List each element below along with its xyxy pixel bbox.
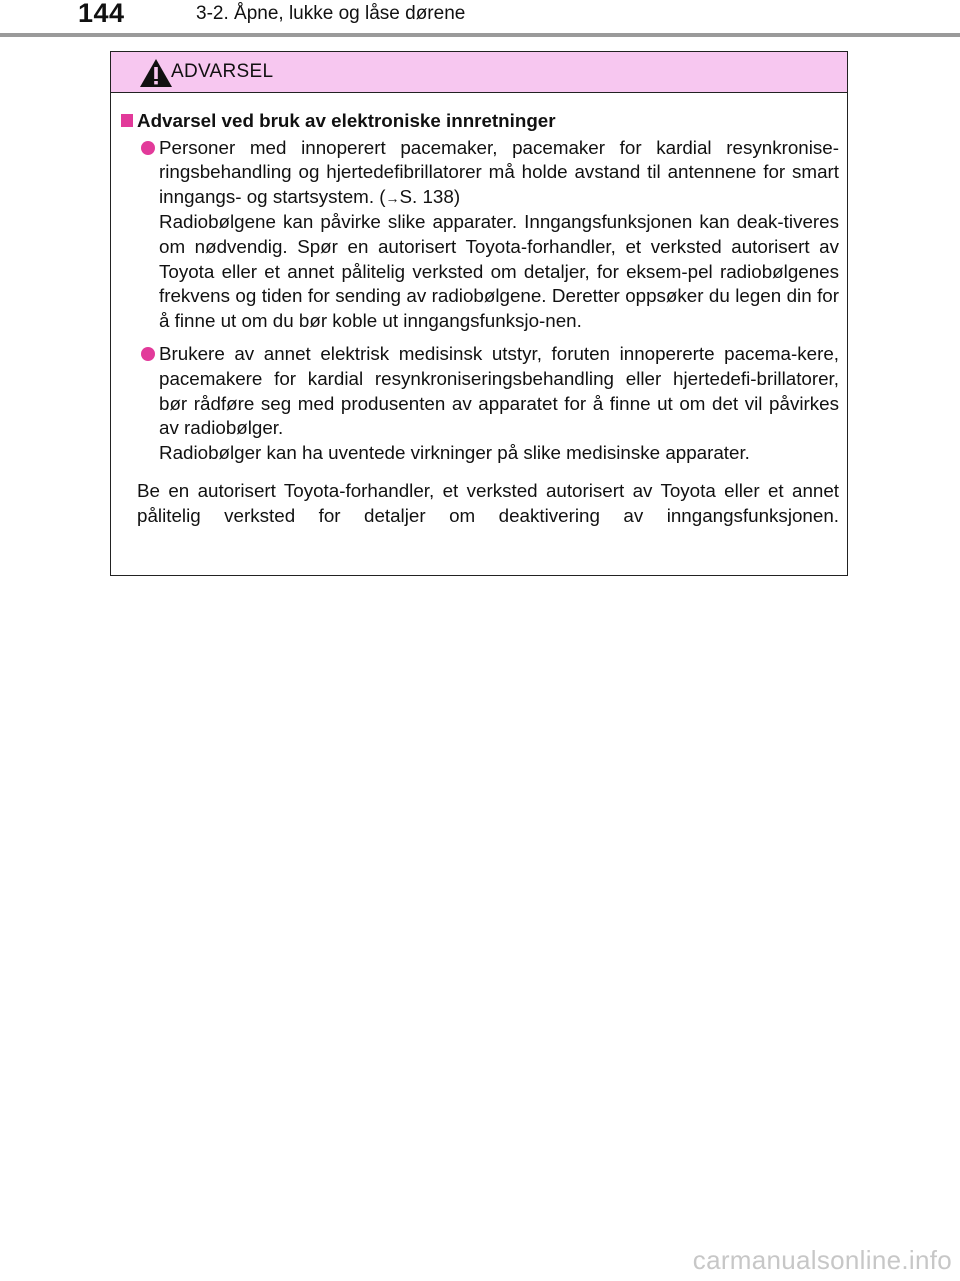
warning-heading-text: Advarsel ved bruk av elektroniske innretninger bbox=[137, 110, 556, 131]
header-divider bbox=[0, 33, 960, 37]
item1-text-before-arrow: Personer med innoperert pacemaker, pacemaker for kardial resynkronise-ringsbehandling og hjertedefibrillatorer må holde avstand til antennene for smart inngangs- og startsystem. ( bbox=[159, 136, 839, 207]
item2-paragraph2: Radiobølger kan ha uventede virkninger på slike medisinske apparater. bbox=[159, 441, 750, 463]
watermark: carmanualsonline.info bbox=[692, 1245, 952, 1275]
square-bullet-icon bbox=[121, 114, 133, 127]
warning-header bbox=[111, 52, 847, 93]
item2-paragraph1: Brukere av annet elektrisk medisinsk utstyr, foruten innopererte pacema-kere, pacemakere for kardial resynkroniseringsbehandling eller hjertedefi-brillatorer, bør rådføre seg med produsenten av apparatet for å finne ut om det vil påvirkes av radiobølger. bbox=[159, 343, 839, 439]
warning-box bbox=[110, 51, 848, 576]
section-title: 3-2. Åpne, lukke og låse dørene bbox=[196, 3, 466, 24]
item1-paragraph1 bbox=[159, 136, 839, 211]
page-reference-link[interactable]: S. 138) bbox=[399, 185, 461, 207]
item1-paragraph2: Radiobølgene kan påvirke slike apparater. Inngangsfunksjonen kan deak-tiveres om nødvendig. Spør en autorisert Toyota-forhandler, et verksted autorisert av Toyota eller et annet pålitelig verksted om detaljer, for eksem-pel radiobølgenes frekvens og tiden for sending av radiobølgene. Deretter oppsøker du legen din for å finne ut om du bør koble ut inngangsfunksjo-nen. bbox=[159, 211, 839, 331]
warning-triangle-icon bbox=[139, 58, 173, 88]
warning-note: Be en autorisert Toyota-forhandler, et verksted autorisert av Toyota eller et annet pålitelig verksted for detaljer om deaktivering av inngangsfunksjonen. bbox=[137, 480, 839, 526]
circle-bullet-icon bbox=[141, 141, 155, 155]
bullet-item-pacemaker bbox=[121, 136, 839, 334]
bullet-item-medical-equipment bbox=[121, 342, 839, 465]
arrow-right-icon: → bbox=[385, 189, 400, 206]
warning-heading bbox=[121, 109, 839, 134]
page-number: 144 bbox=[78, 0, 125, 28]
warning-body bbox=[111, 93, 847, 575]
circle-bullet-icon bbox=[141, 347, 155, 361]
warning-label: ADVARSEL bbox=[171, 61, 274, 82]
